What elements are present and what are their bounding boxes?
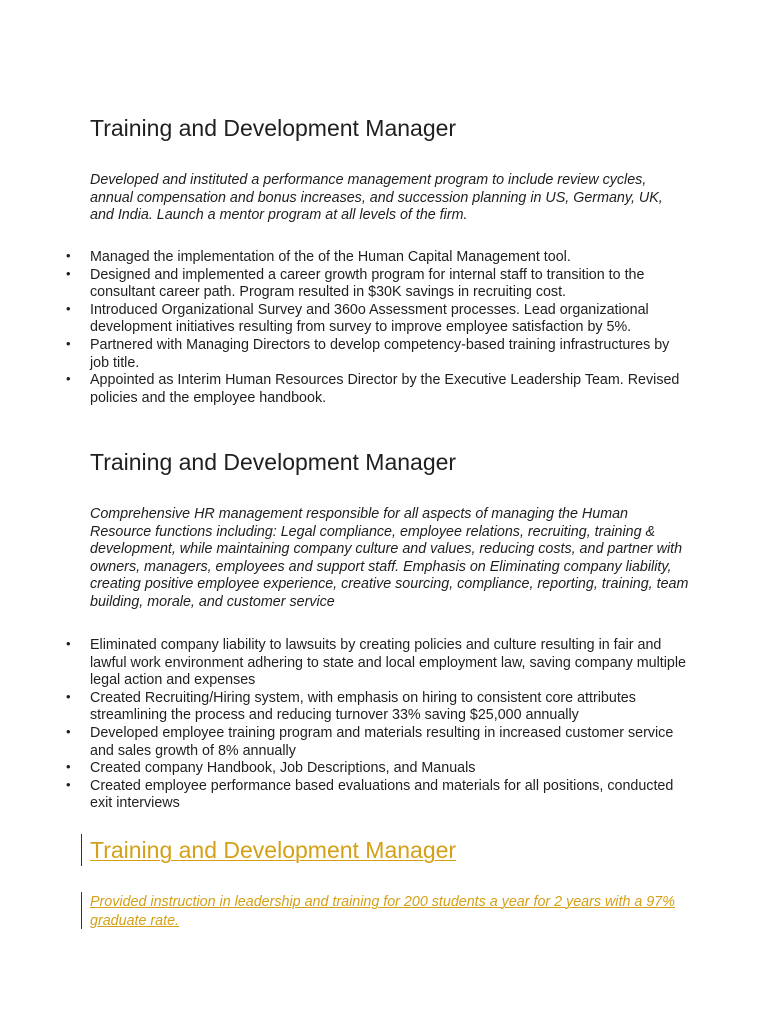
bullet-icon: • — [66, 776, 71, 792]
job-summary: Comprehensive HR management responsible for all aspects of managing the Human Resource functions including: Legal compliance, employee relations, recruiting, training & development, while maintaining company culture and values, reducing costs, and partner with owners, managers, employees and support staff. Emphasis on Eliminating company liability, creating positive employee experience, creative sourcing, compliance, reporting, training, team building, morale, and customer service — [90, 506, 689, 610]
bullet-icon: • — [66, 723, 71, 739]
list-item: • Introduced Organizational Survey and 360o Assessment processes. Lead organizational development initiatives resulting from survey to improve employee satisfaction by 5%. — [66, 300, 649, 336]
job-section-2 — [90, 448, 690, 476]
list-item: • Appointed as Interim Human Resources Director by the Executive Leadership Team. Revised policies and the employee handbook. — [66, 371, 680, 406]
job-bullets-2-wrap — [66, 636, 690, 813]
bullet-icon: • — [66, 759, 71, 775]
list-item: • Created employee performance based evaluations and materials for all positions, conducted exit interviews — [66, 776, 674, 812]
list-item: • Designed and implemented a career growth program for internal staff to transition to the consultant career path. Program resulted in $30K savings in recruiting cost. — [66, 265, 645, 301]
bullet-icon: • — [66, 335, 71, 351]
job-title: Training and Development Manager — [90, 449, 457, 475]
job-title: Training and Development Manager — [90, 115, 457, 141]
list-item: • Partnered with Managing Directors to develop competency-based training infrastructures by job title. — [66, 335, 670, 371]
job-summary: Developed and instituted a performance management program to include review cycles, annual compensation and bonus increases, and succession planning in US, Germany, UK, and India. Launch a mentor program at all levels of the firm. — [90, 172, 663, 224]
bullet-list — [66, 636, 690, 813]
bullet-list — [66, 248, 690, 407]
bullet-icon: • — [66, 248, 71, 263]
job-summary-1-wrap — [90, 172, 690, 225]
list-item: • Developed employee training program and materials resulting in increased customer service and sales growth of 8% annually — [66, 723, 674, 759]
bullet-icon: • — [66, 265, 71, 281]
change-bar — [81, 834, 82, 866]
change-bar — [81, 892, 82, 929]
bullet-icon: • — [66, 371, 71, 387]
list-item: • Created Recruiting/Hiring system, with emphasis on hiring to consistent core attributes streamlining the process and reducing turnover 33% saving $25,000 annually — [66, 688, 636, 724]
list-item: • Eliminated company liability to lawsuits by creating policies and culture resulting in fair and lawful work environment adhering to state and local employment law, saving company multiple legal action and expenses — [66, 636, 687, 689]
job-summary-2-wrap — [90, 506, 690, 612]
job-summary-link[interactable]: Provided instruction in leadership and training for 200 students a year for 2 years with a 97% graduate rate. — [90, 894, 675, 929]
list-item: • Created company Handbook, Job Descriptions, and Manuals — [66, 759, 476, 777]
job-section-1 — [90, 114, 690, 142]
list-item: • Managed the implementation of the of the Human Capital Management tool. — [66, 248, 571, 265]
job-section-3[interactable] — [90, 836, 690, 864]
job-title-link[interactable]: Training and Development Manager — [90, 837, 457, 863]
job-bullets-1-wrap — [66, 248, 690, 407]
bullet-icon: • — [66, 300, 71, 316]
job-summary-3-wrap[interactable] — [90, 893, 690, 930]
bullet-icon: • — [66, 688, 71, 704]
bullet-icon: • — [66, 636, 71, 651]
